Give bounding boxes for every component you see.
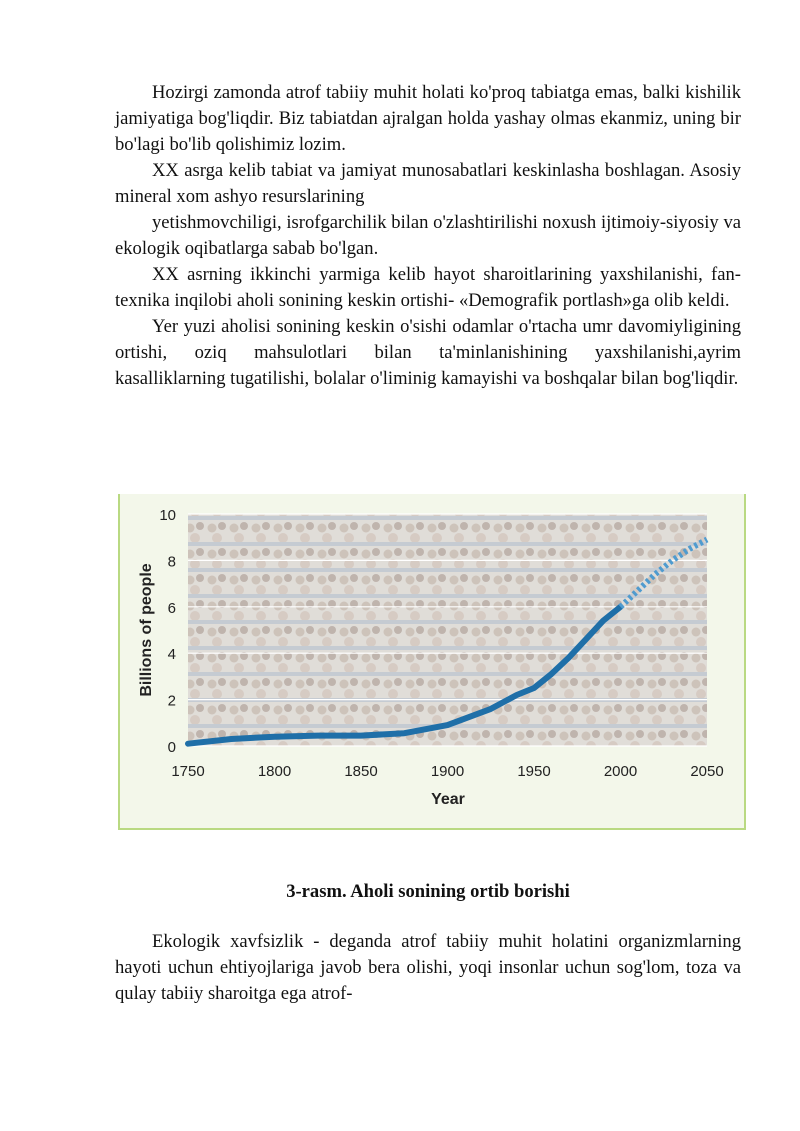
body-text xyxy=(115,80,741,392)
y-tick-label: 10 xyxy=(159,507,176,524)
paragraph: Hozirgi zamonda atrof tabiiy muhit holati ko'proq tabiatga emas, balki kishilik jamiyatiga bog'liqdir. Biz tabiatdan ajralgan holda yashay olmas ekanmiz, uning bir bo'lagi bo'lib qolishimiz lozim. xyxy=(115,82,741,155)
x-tick-label: 1950 xyxy=(517,763,551,780)
figure-caption: 3-rasm. Aholi sonining ortib borishi xyxy=(286,881,570,902)
paragraph: XX asrga kelib tabiat va jamiyat munosabatlari keskinlasha boshlagan. Asosiy mineral xom ashyo resurslarining xyxy=(115,160,741,207)
y-axis-ticks xyxy=(159,507,176,756)
x-tick-label: 1900 xyxy=(430,763,465,780)
x-tick-label: 1750 xyxy=(171,763,205,780)
x-axis-ticks xyxy=(171,763,723,780)
population-chart xyxy=(118,494,746,830)
paragraph: yetishmovchiligi, isrofgarchilik bilan o'zlashtirilishi noxush ijtimoiy-siyosiy va ekologik oqibatlarga sabab bo'lgan. xyxy=(115,212,741,259)
y-tick-label: 4 xyxy=(167,646,176,664)
x-tick-label: 1800 xyxy=(257,763,292,780)
paragraph: Ekologik xavfsizlik - deganda atrof tabiiy muhit holatini organizmlarning hayoti uchun ehtiyojlariga javob bera olishi, yoqi insonlar uchun sog'lom, toza va qulay tabiiy sharoitga ega atrof- xyxy=(115,931,741,1004)
x-tick-label: 2050 xyxy=(690,763,724,780)
paragraph: Yer yuzi aholisi sonining keskin o'sishi odamlar o'rtacha umr davomiyligining ortishi, oziq mahsulotlari bilan ta'minlanishining yaxshilanishi,ayrim kasalliklarning tugatilishi, bolalar o'liminig kamayishi va boshqalar bilan bog'liqdir. xyxy=(115,316,741,389)
y-tick-label: 2 xyxy=(167,692,176,710)
x-axis-label: Year xyxy=(431,791,465,808)
paragraph: XX asrning ikkinchi yarmiga kelib hayot sharoitlarining yaxshilanishi, fan-texnika inqilobi aholi sonining keskin ortishi- «Demografik portlash»ga olib keldi. xyxy=(115,264,741,311)
y-tick-label: 6 xyxy=(167,599,176,617)
y-tick-label: 8 xyxy=(167,553,176,571)
closing-text xyxy=(115,929,741,1007)
x-tick-label: 2000 xyxy=(603,763,638,780)
y-tick-label: 0 xyxy=(167,739,176,756)
y-axis-label: Billions of people xyxy=(138,563,155,697)
x-tick-label: 1850 xyxy=(344,763,378,780)
